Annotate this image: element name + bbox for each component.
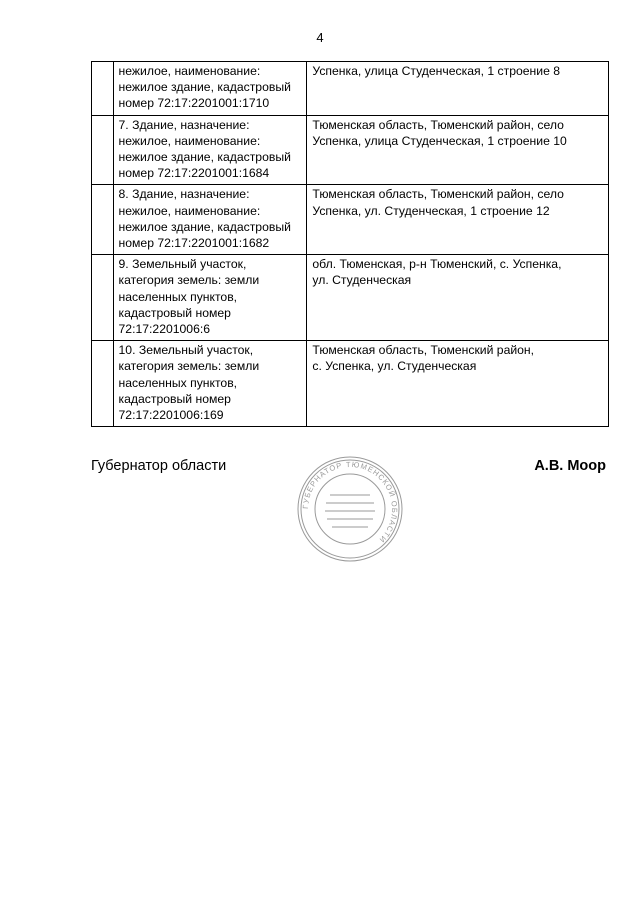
table-row [92, 115, 609, 185]
object-name-line: кадастровый номер [118, 305, 231, 320]
object-name-line: населенных пунктов, [118, 289, 238, 304]
object-name-line: 8. Здание, назначение: [118, 187, 250, 202]
object-address-cell [307, 62, 609, 116]
object-name-line: нежилое, наименование: [118, 203, 261, 218]
row-number-cell [92, 115, 114, 185]
object-name-line: категория земель: земли [118, 273, 260, 288]
object-name-line: номер 72:17:2201001:1682 [118, 236, 270, 251]
seal-outer-ring [298, 457, 402, 561]
object-address-line: Тюменская область, Тюменский район, село [312, 187, 564, 202]
object-name-line: нежилое здание, кадастровый [118, 150, 291, 165]
object-name-line: 72:17:2201006:169 [118, 408, 224, 423]
row-number-cell [92, 62, 114, 116]
object-name-line: нежилое, наименование: [118, 133, 261, 148]
object-address-cell [307, 185, 609, 255]
object-name-line: 72:17:2201006:6 [118, 322, 211, 337]
object-name-line: 10. Земельный участок, [118, 343, 254, 358]
object-address-line: с. Успенка, ул. Студенческая [312, 359, 477, 374]
object-name-line: 9. Земельный участок, [118, 257, 247, 272]
signatory-name: А.В. Моор [534, 458, 606, 474]
seal-ring-text: ГУБЕРНАТОР ТЮМЕНСКОЙ ОБЛАСТИ [300, 459, 400, 545]
page-number: 4 [316, 30, 324, 45]
signatory-title: Губернатор области [91, 458, 227, 474]
objects-table [91, 61, 609, 427]
object-name-line: нежилое, наименование: [118, 64, 261, 78]
table-row [92, 185, 609, 255]
objects-table-body [92, 62, 609, 427]
row-number-cell [92, 341, 114, 427]
object-name-cell [113, 341, 307, 427]
object-name-line: 7. Здание, назначение: [118, 117, 250, 132]
object-name-line: номер 72:17:2201001:1710 [118, 96, 270, 111]
table-row [92, 62, 609, 116]
object-name-cell [113, 115, 307, 185]
object-address-line: ул. Студенческая [312, 273, 412, 288]
object-address-line: Тюменская область, Тюменский район, [312, 343, 535, 358]
object-address-cell [307, 255, 609, 341]
object-address-cell [307, 115, 609, 185]
object-name-cell [113, 62, 307, 116]
official-seal-stamp [296, 455, 404, 563]
object-name-line: категория земель: земли [118, 359, 260, 374]
object-address-line: Успенка, улица Студенческая, 1 строение 8 [312, 64, 561, 78]
object-address-line: Тюменская область, Тюменский район, село [312, 117, 564, 132]
object-address-line: Успенка, ул. Студенческая, 1 строение 12 [312, 203, 550, 218]
object-name-line: нежилое здание, кадастровый [118, 80, 291, 95]
object-address-line: Успенка, улица Студенческая, 1 строение 10 [312, 133, 567, 148]
object-name-line: кадастровый номер [118, 391, 231, 406]
table-row [92, 341, 609, 427]
object-name-cell [113, 255, 307, 341]
object-address-line: обл. Тюменская, р-н Тюменский, с. Успенка, [312, 257, 562, 272]
object-address-cell [307, 341, 609, 427]
object-name-line: населенных пунктов, [118, 375, 238, 390]
object-name-cell [113, 185, 307, 255]
object-name-line: нежилое здание, кадастровый [118, 219, 291, 234]
row-number-cell [92, 185, 114, 255]
row-number-cell [92, 255, 114, 341]
seal-inner-ring [315, 474, 385, 544]
object-name-line: номер 72:17:2201001:1684 [118, 166, 270, 181]
table-row [92, 255, 609, 341]
